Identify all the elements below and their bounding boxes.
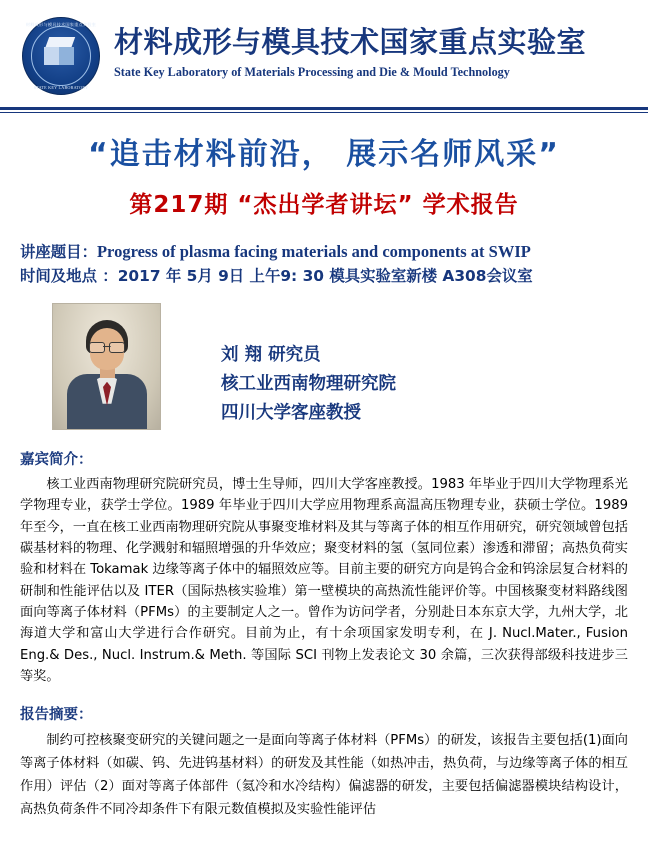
cube-emblem-icon (44, 37, 78, 67)
header-titles (114, 24, 648, 81)
bio-section (0, 448, 648, 688)
header-banner (0, 0, 648, 107)
speaker-name: 刘 翔 研究员 (221, 344, 321, 365)
bio-title: 嘉宾简介： (20, 451, 93, 468)
header-divider-thin (0, 112, 648, 113)
speaker-affiliation-2: 四川大学客座教授 (221, 402, 361, 423)
topic-value: Progress of plasma facing materials and components at SWIP (96, 242, 531, 261)
abstract-title: 报告摘要： (20, 706, 93, 723)
speaker-portrait (52, 303, 161, 430)
banner-block (0, 129, 648, 219)
topic-line (20, 239, 634, 265)
time-place-label: 时间及地点 ： (20, 266, 118, 285)
logo-ring-text-bottom: STATE KEY LABORATORY (33, 84, 89, 90)
lab-title-chinese: 材料成形与模具技术国家重点实验室 (114, 24, 587, 59)
header-divider (0, 107, 648, 110)
speaker-affiliation-1: 核工业西南物理研究院 (221, 373, 396, 394)
glasses-icon (89, 342, 125, 352)
abstract-paragraph: 制约可控核聚变研究的关键问题之一是面向等离子体材料（PFMs）的研发，该报告主要包括(1)面向等离子体材料（如碳、钨、先进钨基材料）的研发及其性能（如热冲击，热负荷，与边缘等离子体的相互作用）评估（2）面对等离子体部件（氦冷和水冷结构）偏滤器的研发，主要包括偏滤器模块结构设计，高热负荷条件不同冷却条件下有限元数值模拟及实验性能评估 (20, 732, 628, 817)
lab-title-english: State Key Laboratory of Materials Processing and Die & Mould Technology (114, 65, 510, 80)
time-place-value: 2017 年 5月 9日 上午9: 30 模具实验室新楼 A308会议室 (117, 266, 533, 285)
topic-label: 讲座题目： (20, 243, 97, 261)
abstract-section (0, 703, 648, 821)
event-info (0, 239, 648, 289)
speaker-details (221, 303, 396, 428)
bio-paragraph: 核工业西南物理研究院研究员，博士生导师，四川大学客座教授。1983 年毕业于四川大学物理系光学物理专业，获学士学位。1989 年毕业于四川大学应用物理系高温高压物理专业，获硕士学位。1989 年至今，一直在核工业西南物理研究院从事聚变堆材料及其与等离子体的相互作用研究，研究领域曾包括碳基材料的物理、化学溅射和辐照增强的升华效应；聚变材料的氢（氢同位素）渗透和滞留；高热负荷实验和材料在 Tokamak 边缘等离子体中的辐照效应等。目前主要的研究方向是钨合金和钨涂层复合材料的研制和性能评估以及 ITER（国际热核实验堆）第一壁模块的高热流性能评价等。中国核聚变材料路线图面向等离子体材料（PFMs）的主要制定人之一。曾作为访问学者，分别赴日本东京大学，九州大学，北海道大学和富山大学进行合作研究。目前为止，有十余项国家发明专利，在 J. Nucl.Mater., Fusion Eng.& Des., Nucl. Instrum.& Meth. 等国际 SCI 刊物上发表论文 30 余篇，三次获得部级科技进步三等奖。 (20, 476, 628, 685)
poster-subtitle: 第217期 “杰出学者讲坛” 学术报告 (129, 192, 519, 218)
speaker-block (0, 303, 648, 430)
time-place-line (20, 265, 634, 289)
logo-ring-text-top: 材料成形与模具技术国家重点实验室 (25, 21, 97, 27)
lab-logo-icon (22, 17, 100, 95)
poster-slogan: “追击材料前沿， 展示名师风采” (88, 137, 560, 172)
